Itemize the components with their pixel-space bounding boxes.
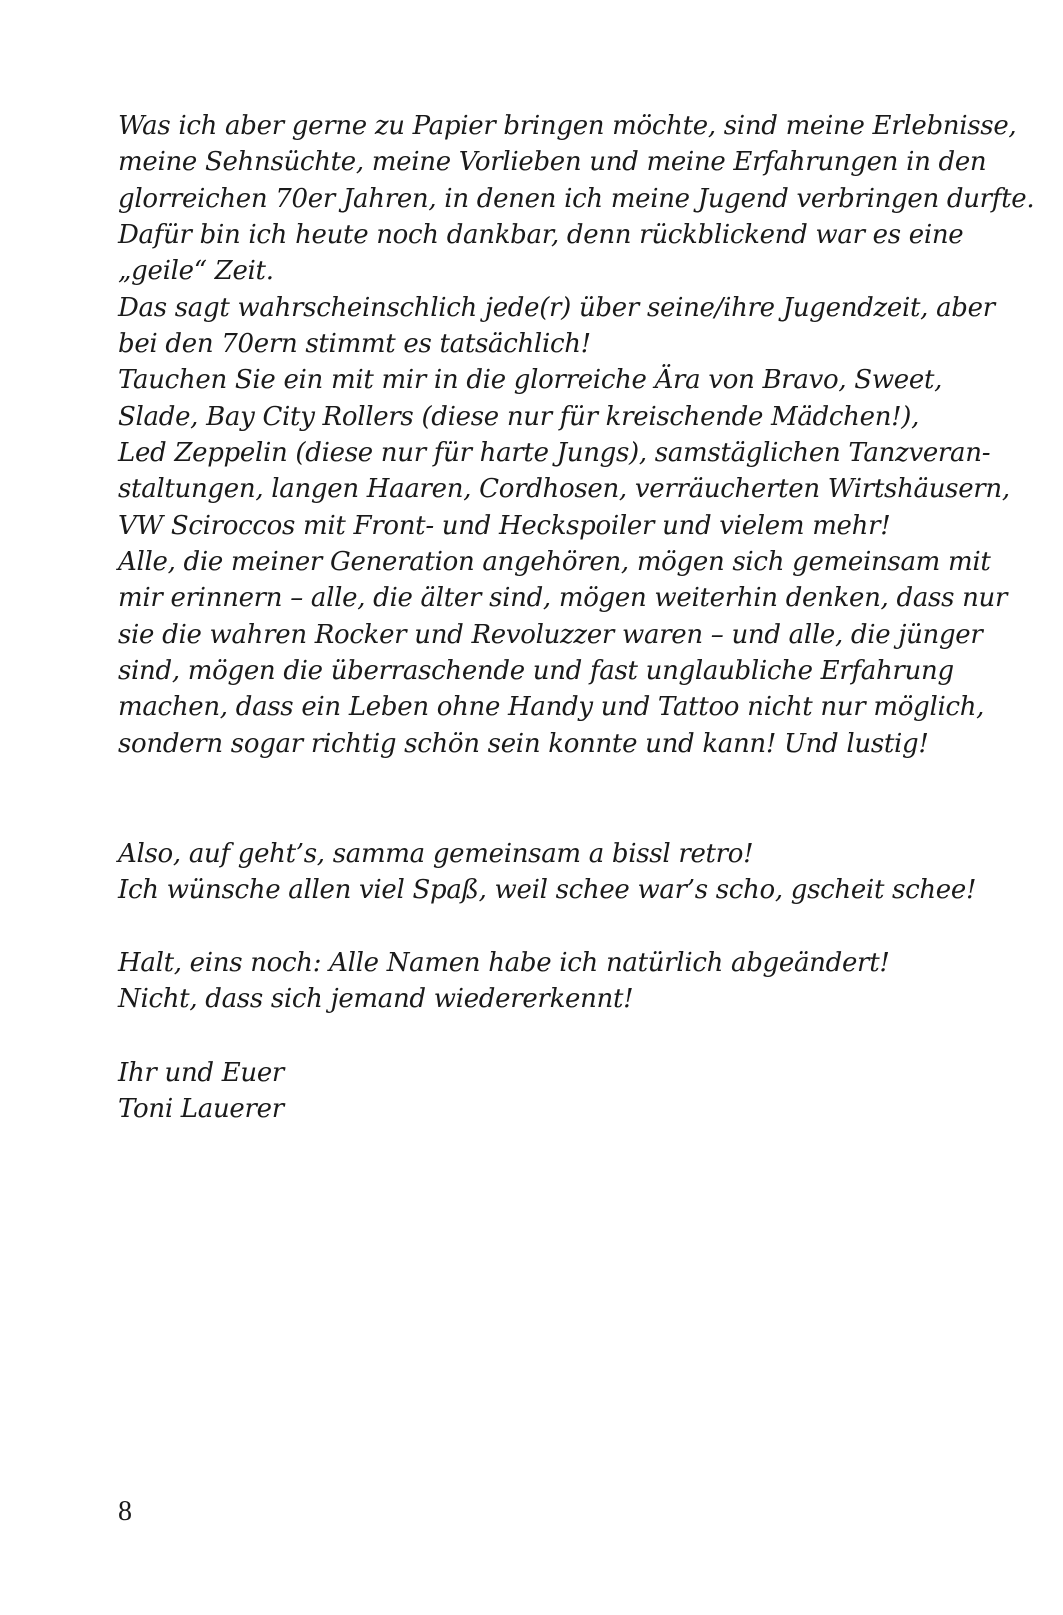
text-line: Alle, die meiner Generation angehören, mögen sich gemeinsam mit (118, 547, 991, 577)
text-line: Was ich aber gerne zu Papier bringen möchte, sind meine Erlebnisse, (118, 111, 1017, 141)
text-line: mir erinnern – alle, die älter sind, mögen weiterhin denken, dass nur (118, 583, 1008, 613)
text-line: Halt, eins noch: Alle Namen habe ich natürlich abgeändert! (118, 948, 890, 978)
text-line: Also, auf geht’s, samma gemeinsam a bissl retro! (118, 839, 754, 869)
text-line: sie die wahren Rocker und Revoluzzer waren – und alle, die jünger (118, 620, 983, 650)
text-line: Dafür bin ich heute noch dankbar, denn rückblickend war es eine (118, 220, 964, 250)
text-line: glorreichen 70er Jahren, in denen ich meine Jugend verbringen durfte. (118, 184, 1035, 214)
text-line: staltungen, langen Haaren, Cordhosen, verräucherten Wirtshäusern, (118, 474, 1010, 504)
page-number: 8 (118, 1496, 132, 1527)
text-line: Nicht, dass sich jemand wiedererkennt! (118, 984, 634, 1014)
text-line: Slade, Bay City Rollers (diese nur für kreischende Mädchen!), (118, 402, 920, 432)
text-line: machen, dass ein Leben ohne Handy und Tattoo nicht nur möglich, (118, 692, 985, 722)
text-line: sind, mögen die überraschende und fast unglaubliche Erfahrung (118, 656, 954, 686)
signature-greeting: Ihr und Euer (118, 1058, 285, 1088)
text-line: VW Sciroccos mit Front- und Heckspoiler und vielem mehr! (118, 511, 891, 541)
text-line: Led Zeppelin (diese nur für harte Jungs), samstäglichen Tanzveran- (118, 438, 991, 468)
text-line: Ich wünsche allen viel Spaß, weil schee war’s scho, gscheit schee! (118, 875, 977, 905)
text-line: Tauchen Sie ein mit mir in die glorreiche Ära von Bravo, Sweet, (118, 365, 943, 395)
signature-name: Toni Lauerer (118, 1094, 284, 1124)
text-line: Das sagt wahrscheinschlich jede(r) über seine/ihre Jugendzeit, aber (118, 293, 995, 323)
text-line: sondern sogar richtig schön sein konnte und kann! Und lustig! (118, 729, 929, 759)
text-line: bei den 70ern stimmt es tatsächlich! (118, 329, 591, 359)
text-line: meine Sehnsüchte, meine Vorlieben und meine Erfahrungen in den (118, 147, 987, 177)
text-line: „geile“ Zeit. (118, 256, 274, 286)
